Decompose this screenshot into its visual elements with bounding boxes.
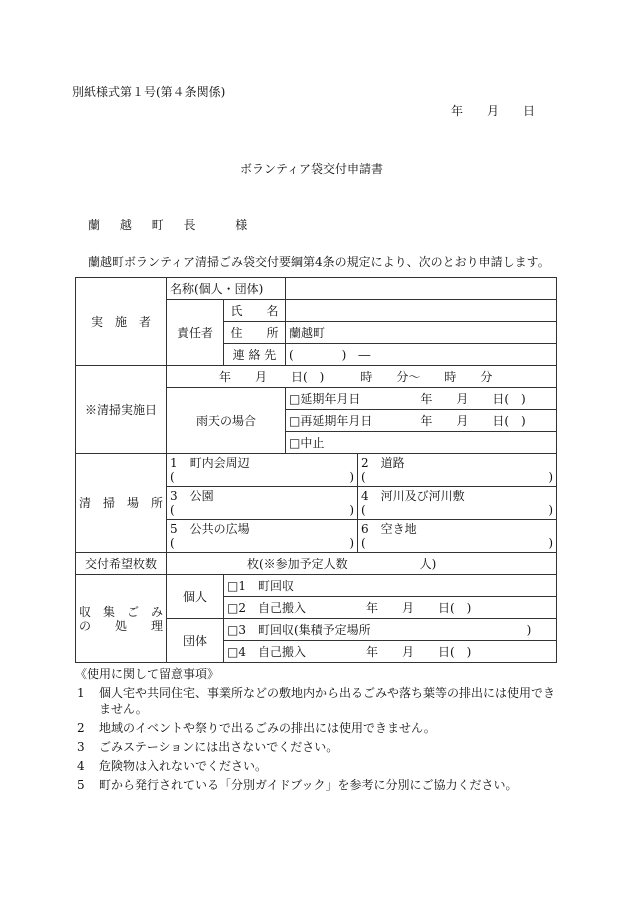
- full-name-label: 氏 名: [224, 300, 286, 322]
- disposal-label-line2: の 処 理: [79, 618, 164, 633]
- place-option-2[interactable]: [358, 454, 557, 487]
- rain-postpone-option[interactable]: □延期年月日 年 月 日( ): [286, 388, 557, 410]
- note-item: [75, 720, 565, 736]
- note-item: [75, 685, 565, 717]
- paren-open: (: [361, 470, 366, 484]
- note-number: 4: [77, 759, 85, 773]
- place-option-1-label: 1 町内会周辺: [170, 456, 250, 470]
- rain-repostpone-option[interactable]: □再延期年月日 年 月 日( ): [286, 410, 557, 432]
- note-text: 危険物は入れないでください。: [99, 759, 268, 773]
- name-field[interactable]: [286, 278, 557, 300]
- address-field[interactable]: 蘭越町: [286, 322, 557, 344]
- note-text: 地域のイベントや祭りで出るごみの排出には使用できません。: [99, 721, 436, 735]
- disposal-option-2[interactable]: □2 自己搬入 年 月 日( ): [224, 597, 557, 619]
- paren-open: (: [170, 470, 175, 484]
- contact-field[interactable]: ( ) ―: [286, 344, 557, 366]
- form-number: 別紙様式第１号(第４条関係): [72, 85, 226, 99]
- place-option-2-label: 2 道路: [361, 456, 405, 470]
- place-option-3-parens: [170, 503, 354, 517]
- contact-label: 連 絡 先: [224, 344, 286, 366]
- disposal-label: [76, 575, 167, 663]
- place-option-3-label: 3 公園: [170, 489, 214, 503]
- place-option-5[interactable]: [167, 520, 358, 553]
- note-number: 2: [77, 721, 85, 735]
- disposal-option-1[interactable]: □1 町回収: [224, 575, 557, 597]
- rain-label: 雨天の場合: [167, 388, 286, 454]
- note-number: 5: [77, 778, 85, 792]
- paren-open: (: [170, 536, 175, 550]
- paren-close: ): [548, 503, 553, 517]
- bags-field[interactable]: 枚(※参加予定人数 人): [167, 553, 557, 575]
- usage-notes: [75, 667, 565, 796]
- place-option-4[interactable]: [358, 487, 557, 520]
- place-option-2-parens: [361, 470, 553, 484]
- note-item: [75, 777, 565, 793]
- place-option-6-parens: [361, 536, 553, 550]
- note-item: [75, 739, 565, 755]
- addressee: 蘭 越 町 長 様: [88, 218, 256, 232]
- paren-close: ): [548, 470, 553, 484]
- disposal-option-4[interactable]: □4 自己搬入 年 月 日( ): [224, 641, 557, 663]
- individual-label: 個人: [167, 575, 224, 619]
- responsible-label: 責任者: [167, 300, 224, 366]
- place-option-6[interactable]: [358, 520, 557, 553]
- implementer-label: 実 施 者: [76, 278, 167, 366]
- note-item: [75, 758, 565, 774]
- paren-close: ): [548, 536, 553, 550]
- rain-cancel-option[interactable]: □中止: [286, 432, 557, 454]
- cleaning-place-label: 清 掃 場 所: [76, 454, 167, 553]
- cleaning-datetime-field[interactable]: 年 月 日( ) 時 分～ 時 分: [167, 366, 557, 388]
- note-text: 個人宅や共同住宅、事業所などの敷地内から出るごみや落ち葉等の排出には使用できません。: [99, 686, 556, 716]
- place-option-1-parens: [170, 470, 354, 484]
- place-option-6-label: 6 空き地: [361, 522, 417, 536]
- place-option-4-parens: [361, 503, 553, 517]
- name-label: 名称(個人・団体): [167, 278, 286, 300]
- page-title: ボランティア袋交付申請書: [240, 162, 384, 176]
- paren-open: (: [170, 503, 175, 517]
- paren-open: (: [361, 536, 366, 550]
- disposal-label-line1: 収 集 ご み: [79, 604, 164, 619]
- paren-open: (: [361, 503, 366, 517]
- intro-text: 蘭越町ボランティア清掃ごみ袋交付要綱第4条の規定により、次のとおり申請します。: [88, 255, 550, 269]
- application-date: 年 月 日: [451, 104, 536, 118]
- notes-title: 《使用に関して留意事項》: [75, 667, 220, 681]
- disposal-option-3[interactable]: □3 町回収(集積予定場所 ): [224, 619, 557, 641]
- cleaning-date-label: ※清掃実施日: [76, 366, 167, 454]
- place-option-5-label: 5 公共の広場: [170, 522, 250, 536]
- place-option-3[interactable]: [167, 487, 358, 520]
- note-number: 1: [77, 686, 85, 700]
- address-label: 住 所: [224, 322, 286, 344]
- application-form-table: [75, 277, 557, 663]
- note-text: 町から発行されている「分別ガイドブック」を参考に分別にご協力ください。: [99, 778, 518, 792]
- full-name-field[interactable]: [286, 300, 557, 322]
- paren-close: ): [349, 470, 354, 484]
- place-option-4-label: 4 河川及び河川敷: [361, 489, 465, 503]
- group-label: 団体: [167, 619, 224, 663]
- bags-label: 交付希望枚数: [76, 553, 167, 575]
- place-option-5-parens: [170, 536, 354, 550]
- note-text: ごみステーションには出さないでください。: [99, 740, 339, 754]
- paren-close: ): [349, 503, 354, 517]
- note-number: 3: [77, 740, 85, 754]
- paren-close: ): [349, 536, 354, 550]
- place-option-1[interactable]: [167, 454, 358, 487]
